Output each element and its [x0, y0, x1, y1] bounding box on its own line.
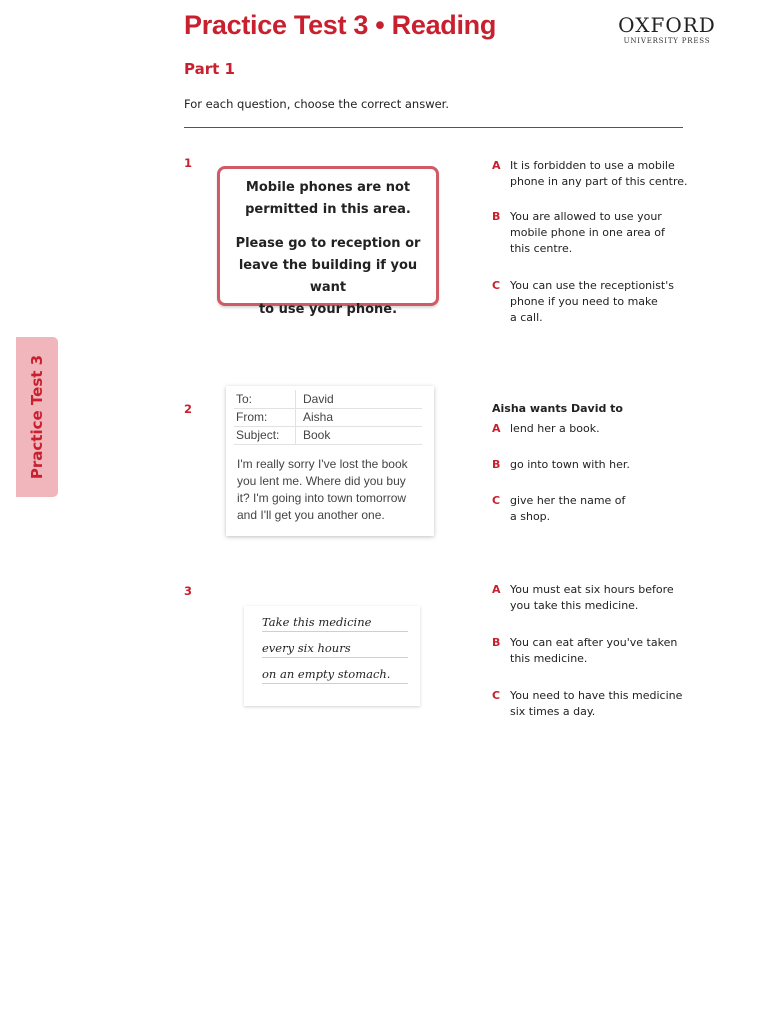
option-text: mobile phone in one area of	[510, 226, 665, 239]
option-text: go into town with her.	[510, 458, 630, 471]
email-body-line: you lent me. Where did you buy	[237, 474, 406, 488]
option-letter: A	[492, 583, 501, 596]
option-text: this centre.	[510, 242, 573, 255]
option-text: phone in any part of this centre.	[510, 175, 688, 188]
question-number-3: 3	[184, 584, 193, 598]
option-text: phone if you need to make	[510, 295, 658, 308]
side-tab	[16, 337, 58, 497]
email-body-line: I'm really sorry I've lost the book	[237, 457, 408, 471]
page-title: Practice Test 3 • Reading	[184, 10, 497, 40]
email-subject-value: Book	[295, 426, 423, 444]
option-text: you take this medicine.	[510, 599, 639, 612]
option-letter: C	[492, 689, 501, 702]
email-body-line: it? I'm going into town tomorrow	[237, 491, 407, 505]
email-subject-label: Subject:	[236, 428, 280, 442]
logo-sub-text: UNIVERSITY PRESS	[623, 37, 711, 45]
option-text: You can use the receptionist's	[510, 279, 675, 292]
option-letter: A	[492, 422, 501, 435]
question-number-1: 1	[184, 156, 193, 170]
question-number-2: 2	[184, 402, 193, 416]
notice-sign	[217, 166, 439, 317]
email-from-row	[234, 408, 422, 427]
q2-option-b[interactable]	[492, 457, 692, 473]
instruction-text: For each question, choose the correct answer.	[184, 97, 449, 111]
email-from-value: Aisha	[295, 408, 423, 426]
divider-rule	[184, 127, 683, 128]
option-text: give her the name of	[510, 494, 626, 507]
email-to-value: David	[295, 390, 423, 408]
q3-option-c[interactable]	[492, 688, 692, 720]
option-text: six times a day.	[510, 705, 596, 718]
q2-option-c[interactable]	[492, 493, 692, 525]
oxford-logo	[612, 14, 722, 46]
medicine-label-line: every six hours	[262, 639, 408, 658]
option-text: lend her a book.	[510, 422, 600, 435]
notice-line: permitted in this area.	[245, 202, 411, 217]
side-tab-label: Practice Test 3	[28, 354, 46, 480]
medicine-label-line: on an empty stomach.	[262, 665, 408, 684]
option-letter: B	[492, 636, 501, 649]
q1-option-b[interactable]	[492, 209, 692, 257]
question-2-stem: Aisha wants David to	[492, 402, 623, 415]
q3-option-b[interactable]	[492, 635, 692, 667]
option-text: You must eat six hours before	[510, 583, 674, 596]
option-text: a shop.	[510, 510, 551, 523]
option-letter: A	[492, 159, 501, 172]
option-text: this medicine.	[510, 652, 588, 665]
email-to-row	[234, 390, 422, 409]
option-text: a call.	[510, 311, 543, 324]
notice-line: Mobile phones are not	[245, 180, 411, 195]
email-body	[237, 456, 429, 524]
option-letter: B	[492, 458, 501, 471]
option-text: It is forbidden to use a mobile	[510, 159, 675, 172]
email-from-label: From:	[236, 410, 268, 424]
email-to-label: To:	[236, 392, 253, 406]
notice-line: leave the building if you want	[238, 258, 418, 295]
q2-option-a[interactable]	[492, 421, 692, 437]
email-subject-row	[234, 426, 422, 445]
notice-line: to use your phone.	[258, 302, 398, 317]
option-letter: C	[492, 279, 501, 292]
logo-main-text: OXFORD	[618, 13, 716, 37]
medicine-label-line: Take this medicine	[262, 613, 408, 632]
q1-option-a[interactable]	[492, 158, 692, 190]
email-card	[226, 386, 434, 536]
option-letter: B	[492, 210, 501, 223]
option-text: You need to have this medicine	[510, 689, 683, 702]
medicine-label	[244, 606, 420, 706]
q1-option-c[interactable]	[492, 278, 692, 326]
option-letter: C	[492, 494, 501, 507]
option-text: You can eat after you've taken	[510, 636, 678, 649]
q3-option-a[interactable]	[492, 582, 692, 614]
option-text: You are allowed to use your	[510, 210, 662, 223]
part-heading: Part 1	[184, 60, 235, 78]
email-body-line: and I'll get you another one.	[237, 508, 385, 522]
notice-line: Please go to reception or	[235, 236, 421, 251]
